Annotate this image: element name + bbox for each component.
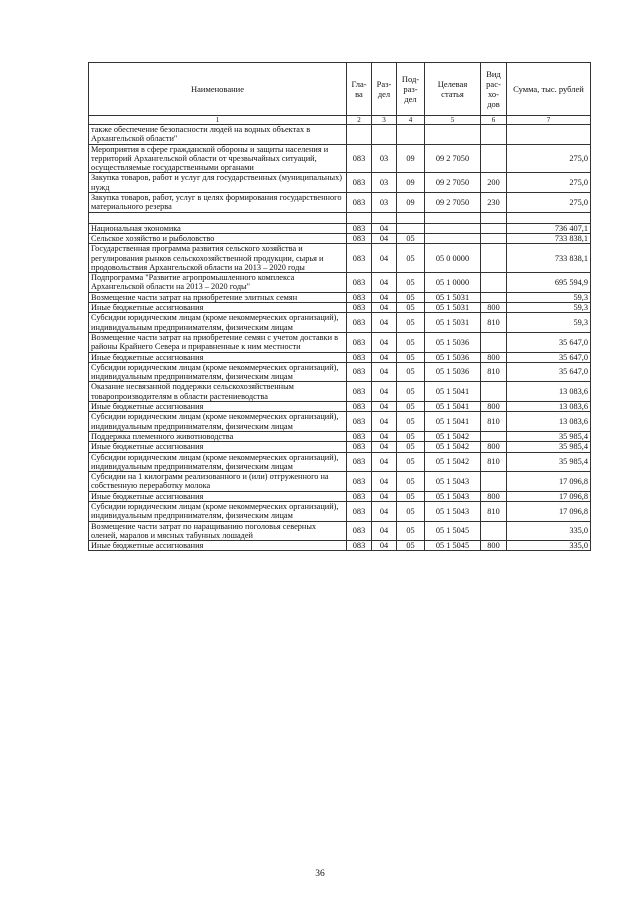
cell-sum: 17 096,8 (507, 491, 591, 501)
cell-glava: 083 (347, 223, 372, 233)
cell-podrazdel: 09 (397, 193, 425, 213)
table-row (89, 442, 591, 452)
cell-target: 05 1 0000 (425, 273, 481, 293)
cell-podrazdel (397, 125, 425, 145)
cell-target: 05 1 5042 (425, 442, 481, 452)
cell-razdel: 04 (372, 521, 397, 541)
cell-target: 05 1 5036 (425, 362, 481, 382)
cell-razdel: 04 (372, 223, 397, 233)
table-header (89, 63, 591, 125)
cell-glava: 083 (347, 362, 372, 382)
cell-name: Возмещение части затрат на приобретение элитных семян (89, 292, 347, 302)
table-row (89, 452, 591, 472)
cell-podrazdel: 05 (397, 382, 425, 402)
cell-sum: 13 083,6 (507, 402, 591, 412)
table-row (89, 352, 591, 362)
cell-razdel: 04 (372, 362, 397, 382)
cell-vid (481, 244, 507, 273)
column-number: 6 (481, 116, 507, 125)
cell-glava: 083 (347, 412, 372, 432)
cell-podrazdel: 05 (397, 521, 425, 541)
table-row (89, 223, 591, 233)
cell-target: 09 2 7050 (425, 173, 481, 193)
cell-sum: 275,0 (507, 173, 591, 193)
cell-razdel: 04 (372, 382, 397, 402)
cell-glava: 083 (347, 173, 372, 193)
column-number: 7 (507, 116, 591, 125)
cell-sum: 275,0 (507, 144, 591, 173)
cell-glava: 083 (347, 472, 372, 492)
table-row (89, 313, 591, 333)
cell-sum: 335,0 (507, 541, 591, 551)
cell-name: Иные бюджетные ассигнования (89, 303, 347, 313)
header-sum: Сумма, тыс. рублей (507, 63, 591, 116)
cell-sum: 13 083,6 (507, 412, 591, 432)
cell-sum (507, 212, 591, 223)
cell-name: Субсидии на 1 килограмм реализованного и (или) отгруженного на собственную переработку молока (89, 472, 347, 492)
cell-glava: 083 (347, 193, 372, 213)
cell-name: Иные бюджетные ассигнования (89, 402, 347, 412)
cell-name: Мероприятия в сфере гражданской обороны и защиты населения и территорий Архангельской области от чрезвычайных ситуаций, осуществляемые государственными органами (89, 144, 347, 173)
cell-razdel: 03 (372, 193, 397, 213)
table-row (89, 472, 591, 492)
cell-glava: 083 (347, 313, 372, 333)
cell-vid: 200 (481, 173, 507, 193)
cell-vid: 810 (481, 501, 507, 521)
cell-target: 05 1 5036 (425, 332, 481, 352)
cell-sum: 35 647,0 (507, 352, 591, 362)
cell-name: Государственная программа развития сельского хозяйства и регулирования рынков сельскохозяйственной продукции, сырья и продовольствия Архангельской области на 2013 – 2020 годы (89, 244, 347, 273)
cell-podrazdel: 05 (397, 491, 425, 501)
cell-vid (481, 212, 507, 223)
cell-name: Возмещение части затрат на приобретение семян с учетом доставки в районы Крайнего Севера и приравненные к ним местности (89, 332, 347, 352)
header-target: Целевая статья (425, 63, 481, 116)
table-row (89, 332, 591, 352)
cell-name: Подпрограмма "Развитие агропромышленного комплекса Архангельской области на 2013 – 2020 годы" (89, 273, 347, 293)
cell-podrazdel: 05 (397, 332, 425, 352)
cell-razdel: 04 (372, 472, 397, 492)
cell-glava: 083 (347, 292, 372, 302)
table-row (89, 125, 591, 145)
table-row (89, 362, 591, 382)
cell-podrazdel: 05 (397, 233, 425, 243)
cell-glava (347, 212, 372, 223)
cell-target: 09 2 7050 (425, 193, 481, 213)
cell-sum: 736 407,1 (507, 223, 591, 233)
cell-name: также обеспечение безопасности людей на водных объектах в Архангельской области" (89, 125, 347, 145)
table-row (89, 382, 591, 402)
cell-vid (481, 292, 507, 302)
cell-glava: 083 (347, 442, 372, 452)
cell-sum: 59,3 (507, 292, 591, 302)
cell-sum: 733 838,1 (507, 244, 591, 273)
cell-vid: 800 (481, 352, 507, 362)
cell-razdel: 04 (372, 292, 397, 302)
cell-target: 05 0 0000 (425, 244, 481, 273)
cell-razdel: 04 (372, 313, 397, 333)
cell-target: 05 1 5042 (425, 452, 481, 472)
cell-glava: 083 (347, 402, 372, 412)
cell-target: 05 1 5043 (425, 472, 481, 492)
cell-razdel: 04 (372, 541, 397, 551)
cell-name: Субсидии юридическим лицам (кроме некоммерческих организаций), индивидуальным предпринимателям, физическим лицам (89, 501, 347, 521)
cell-razdel: 04 (372, 491, 397, 501)
table-row (89, 273, 591, 293)
cell-target: 05 1 5041 (425, 402, 481, 412)
cell-glava: 083 (347, 491, 372, 501)
table-row (89, 144, 591, 173)
cell-sum: 17 096,8 (507, 501, 591, 521)
table-row (89, 173, 591, 193)
cell-target (425, 212, 481, 223)
cell-sum: 35 647,0 (507, 332, 591, 352)
column-number: 3 (372, 116, 397, 125)
cell-sum: 13 083,6 (507, 382, 591, 402)
cell-glava: 083 (347, 144, 372, 173)
cell-sum: 275,0 (507, 193, 591, 213)
cell-vid (481, 332, 507, 352)
cell-glava (347, 125, 372, 145)
table-row (89, 521, 591, 541)
cell-vid: 800 (481, 303, 507, 313)
table-row (89, 303, 591, 313)
table-row (89, 501, 591, 521)
table-row (89, 212, 591, 223)
cell-podrazdel: 05 (397, 313, 425, 333)
cell-vid (481, 472, 507, 492)
cell-podrazdel (397, 212, 425, 223)
table-row (89, 193, 591, 213)
column-numbers-row (89, 116, 591, 125)
cell-glava: 083 (347, 352, 372, 362)
cell-glava: 083 (347, 501, 372, 521)
header-name: Наименование (89, 63, 347, 116)
cell-glava: 083 (347, 452, 372, 472)
table-body (89, 125, 591, 551)
page-number: 36 (315, 869, 325, 879)
cell-name: Возмещение части затрат по наращиванию поголовья северных оленей, маралов и мясных табунных лошадей (89, 521, 347, 541)
table-row (89, 244, 591, 273)
table-row (89, 402, 591, 412)
cell-target: 05 1 5031 (425, 292, 481, 302)
cell-razdel: 04 (372, 303, 397, 313)
cell-name: Оказание несвязанной поддержки сельскохозяйственным товаропроизводителям в области растениеводства (89, 382, 347, 402)
cell-target: 05 1 5031 (425, 313, 481, 333)
cell-name: Иные бюджетные ассигнования (89, 541, 347, 551)
cell-target: 05 1 5031 (425, 303, 481, 313)
cell-razdel: 04 (372, 244, 397, 273)
cell-razdel: 04 (372, 442, 397, 452)
cell-sum: 35 647,0 (507, 362, 591, 382)
cell-vid: 810 (481, 362, 507, 382)
cell-podrazdel: 05 (397, 501, 425, 521)
cell-sum: 17 096,8 (507, 472, 591, 492)
cell-vid (481, 125, 507, 145)
column-number: 1 (89, 116, 347, 125)
cell-vid: 810 (481, 412, 507, 432)
cell-razdel: 03 (372, 144, 397, 173)
cell-podrazdel: 09 (397, 173, 425, 193)
cell-sum: 695 594,9 (507, 273, 591, 293)
cell-target: 05 1 5036 (425, 352, 481, 362)
cell-glava: 083 (347, 521, 372, 541)
cell-podrazdel: 05 (397, 292, 425, 302)
cell-name: Иные бюджетные ассигнования (89, 352, 347, 362)
cell-podrazdel: 05 (397, 352, 425, 362)
cell-razdel: 03 (372, 173, 397, 193)
header-glava: Гла-ва (347, 63, 372, 116)
cell-razdel: 04 (372, 273, 397, 293)
cell-name: Субсидии юридическим лицам (кроме некоммерческих организаций), индивидуальным предпринимателям, физическим лицам (89, 412, 347, 432)
cell-razdel (372, 125, 397, 145)
cell-sum: 35 985,4 (507, 431, 591, 441)
cell-vid: 800 (481, 402, 507, 412)
cell-podrazdel: 05 (397, 472, 425, 492)
cell-podrazdel: 05 (397, 402, 425, 412)
cell-razdel: 04 (372, 501, 397, 521)
cell-glava: 083 (347, 273, 372, 293)
cell-podrazdel: 05 (397, 412, 425, 432)
cell-target: 05 1 5043 (425, 491, 481, 501)
cell-name: Субсидии юридическим лицам (кроме некоммерческих организаций), индивидуальным предпринимателям, физическим лицам (89, 362, 347, 382)
header-vid: Вид рас-хо-дов (481, 63, 507, 116)
cell-name: Иные бюджетные ассигнования (89, 491, 347, 501)
cell-sum: 59,3 (507, 313, 591, 333)
cell-glava: 083 (347, 541, 372, 551)
cell-sum: 35 985,4 (507, 442, 591, 452)
cell-razdel: 04 (372, 352, 397, 362)
cell-podrazdel: 05 (397, 362, 425, 382)
table-row (89, 431, 591, 441)
cell-razdel: 04 (372, 452, 397, 472)
cell-target (425, 223, 481, 233)
table-row (89, 491, 591, 501)
table-row (89, 233, 591, 243)
cell-vid (481, 223, 507, 233)
table-row (89, 541, 591, 551)
cell-sum (507, 125, 591, 145)
cell-vid: 800 (481, 541, 507, 551)
cell-sum: 59,3 (507, 303, 591, 313)
column-number: 2 (347, 116, 372, 125)
cell-target: 05 1 5043 (425, 501, 481, 521)
cell-podrazdel (397, 223, 425, 233)
cell-glava: 083 (347, 382, 372, 402)
cell-vid (481, 273, 507, 293)
cell-razdel: 04 (372, 402, 397, 412)
cell-target: 05 1 5042 (425, 431, 481, 441)
budget-table (88, 62, 591, 551)
cell-name: Субсидии юридическим лицам (кроме некоммерческих организаций), индивидуальным предпринимателям, физическим лицам (89, 313, 347, 333)
cell-razdel (372, 212, 397, 223)
cell-target: 05 1 5041 (425, 412, 481, 432)
cell-name: Иные бюджетные ассигнования (89, 442, 347, 452)
cell-podrazdel: 05 (397, 431, 425, 441)
cell-vid: 800 (481, 442, 507, 452)
cell-glava: 083 (347, 244, 372, 273)
cell-vid: 230 (481, 193, 507, 213)
cell-target: 05 1 5045 (425, 541, 481, 551)
cell-name: Национальная экономика (89, 223, 347, 233)
cell-glava: 083 (347, 332, 372, 352)
cell-sum: 733 838,1 (507, 233, 591, 243)
cell-vid: 810 (481, 452, 507, 472)
table-row (89, 292, 591, 302)
cell-podrazdel: 05 (397, 273, 425, 293)
cell-vid (481, 521, 507, 541)
cell-podrazdel: 05 (397, 442, 425, 452)
header-razdel: Раз-дел (372, 63, 397, 116)
cell-vid: 800 (481, 491, 507, 501)
cell-name: Закупка товаров, работ, услуг в целях формирования государственного материального резерва (89, 193, 347, 213)
cell-glava: 083 (347, 303, 372, 313)
cell-name: Сельское хозяйство и рыболовство (89, 233, 347, 243)
column-number: 4 (397, 116, 425, 125)
cell-sum: 35 985,4 (507, 452, 591, 472)
table-row (89, 412, 591, 432)
cell-name: Субсидии юридическим лицам (кроме некоммерческих организаций), индивидуальным предпринимателям, физическим лицам (89, 452, 347, 472)
cell-target: 05 1 5045 (425, 521, 481, 541)
cell-target: 09 2 7050 (425, 144, 481, 173)
header-podrazdel: Под-раз-дел (397, 63, 425, 116)
cell-podrazdel: 05 (397, 452, 425, 472)
cell-podrazdel: 05 (397, 244, 425, 273)
cell-vid (481, 144, 507, 173)
cell-vid (481, 431, 507, 441)
cell-glava: 083 (347, 431, 372, 441)
cell-name: Закупка товаров, работ и услуг для государственных (муниципальных) нужд (89, 173, 347, 193)
cell-target (425, 233, 481, 243)
cell-target (425, 125, 481, 145)
cell-glava: 083 (347, 233, 372, 243)
cell-target: 05 1 5041 (425, 382, 481, 402)
cell-podrazdel: 05 (397, 303, 425, 313)
column-number: 5 (425, 116, 481, 125)
cell-name: Поддержка племенного животноводства (89, 431, 347, 441)
cell-name (89, 212, 347, 223)
cell-razdel: 04 (372, 431, 397, 441)
cell-podrazdel: 05 (397, 541, 425, 551)
cell-razdel: 04 (372, 233, 397, 243)
cell-sum: 335,0 (507, 521, 591, 541)
cell-razdel: 04 (372, 412, 397, 432)
cell-razdel: 04 (372, 332, 397, 352)
cell-vid (481, 382, 507, 402)
cell-vid (481, 233, 507, 243)
cell-podrazdel: 09 (397, 144, 425, 173)
cell-vid: 810 (481, 313, 507, 333)
